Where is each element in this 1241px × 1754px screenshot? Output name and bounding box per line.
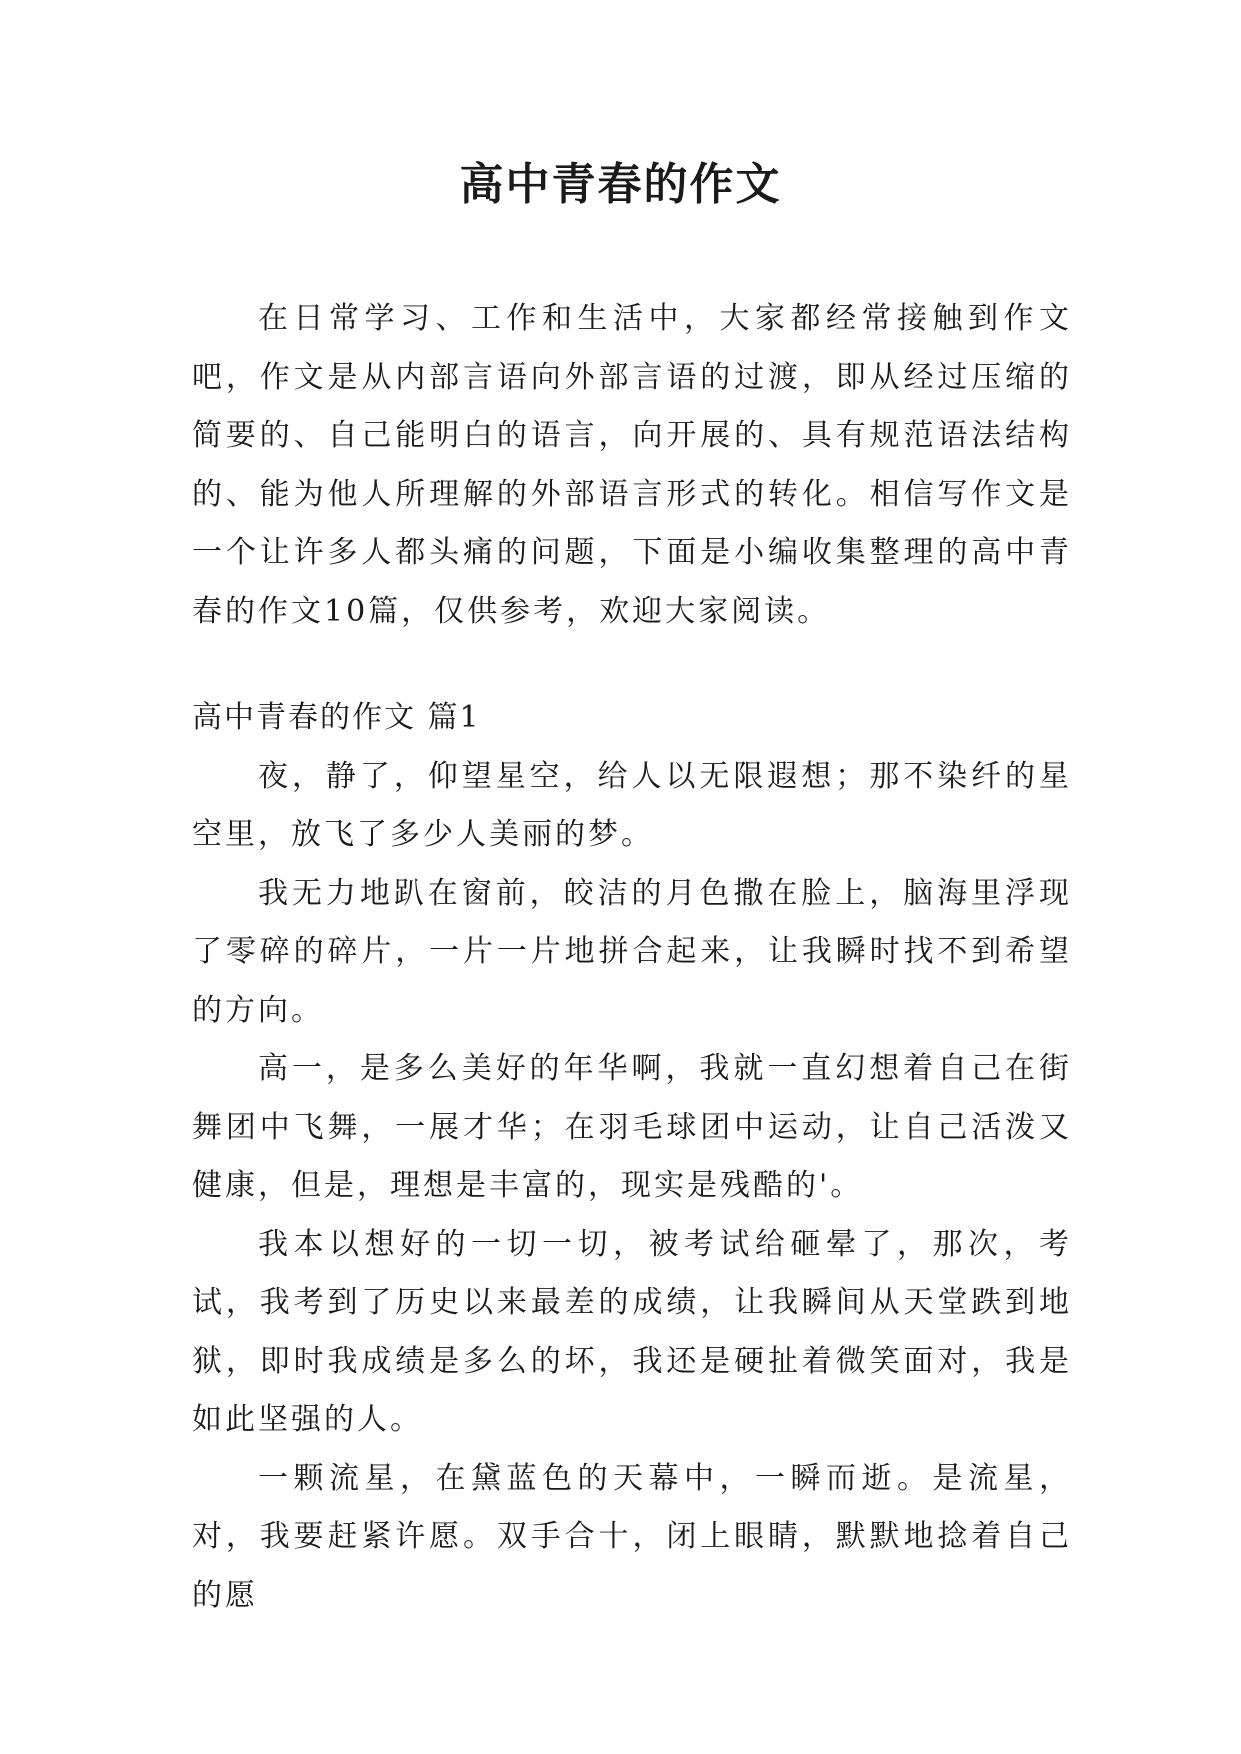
document-body — [192, 290, 1072, 1625]
body-paragraph-3: 高一，是多么美好的年华啊，我就一直幻想着自己在街舞团中飞舞，一展才华；在羽毛球团中运动，让自己活泼又健康，但是，理想是丰富的，现实是残酷的'。 — [192, 1051, 1072, 1203]
section-heading: 高中青春的作文 篇1 — [192, 700, 481, 735]
body-paragraph-2: 我无力地趴在窗前，皎洁的月色撒在脸上，脑海里浮现了零碎的碎片，一片一片地拼合起来，让我瞬时找不到希望的方向。 — [192, 875, 1072, 1028]
body-paragraph-4: 我本以想好的一切一切，被考试给砸晕了，那次，考试，我考到了历史以来最差的成绩，让我瞬间从天堂跌到地狱，即时我成绩是多么的坏，我还是硬扯着微笑面对，我是如此坚强的人。 — [192, 1226, 1072, 1437]
intro-paragraph: 在日常学习、工作和生活中，大家都经常接触到作文吧，作文是从内部言语向外部言语的过渡，即从经过压缩的简要的、自己能明白的语言，向开展的、具有规范语法结构的、能为他人所理解的外部语言形式的转化。相信写作文是一个让许多人都头痛的问题，下面是小编收集整理的高中青春的作文10篇，仅供参考，欢迎大家阅读。 — [192, 301, 1072, 629]
document-title: 高中青春的作文 — [459, 159, 782, 210]
section-spacer — [192, 641, 1072, 689]
body-paragraph-5: 一颗流星，在黛蓝色的天幕中，一瞬而逝。是流星，对，我要赶紧许愿。双手合十，闭上眼睛，默默地捻着自己的愿 — [192, 1460, 1072, 1613]
body-paragraph-1: 夜，静了，仰望星空，给人以无限遐想；那不染纤的星空里，放飞了多少人美丽的梦。 — [192, 758, 1072, 852]
